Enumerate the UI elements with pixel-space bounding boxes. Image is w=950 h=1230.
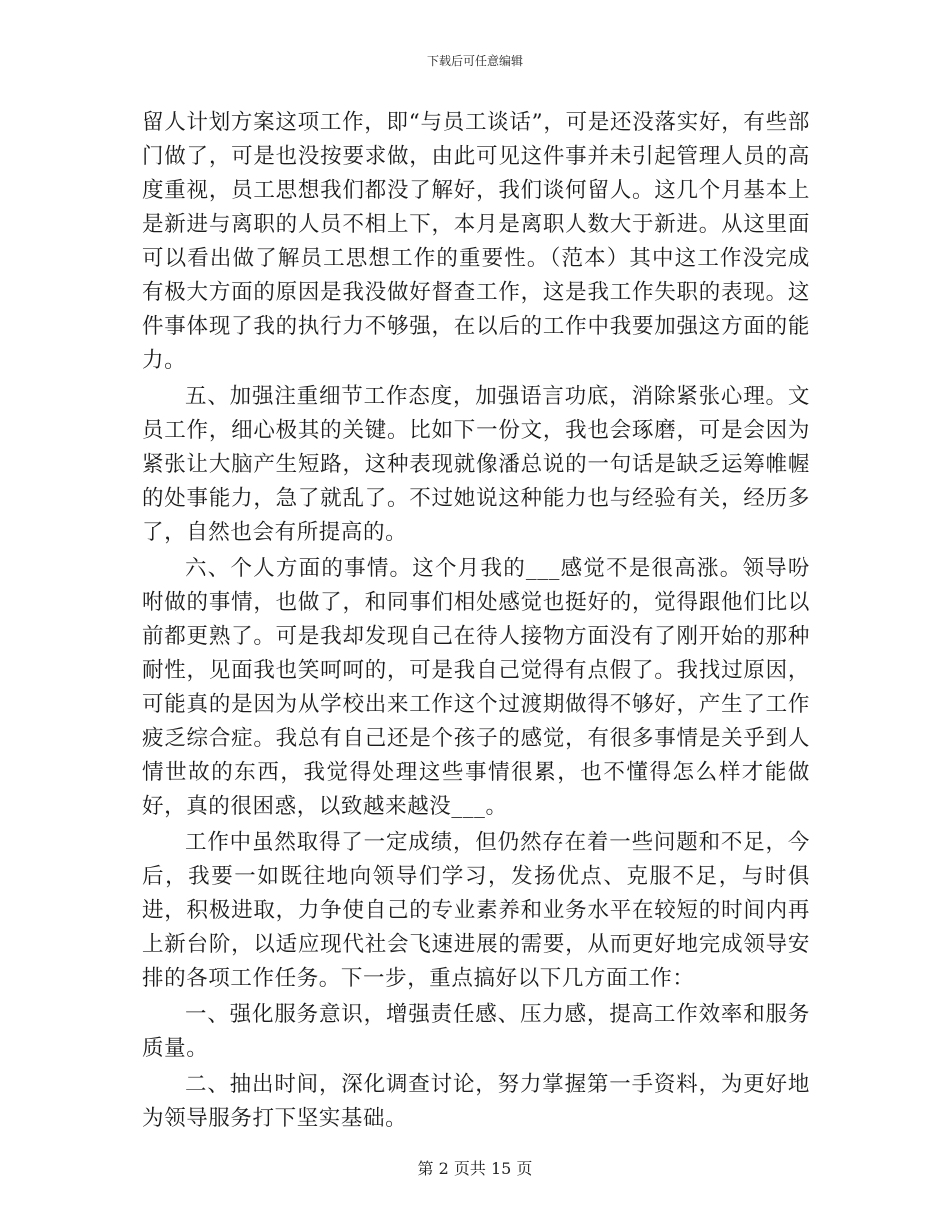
paragraph-2: 五、加强注重细节工作态度，加强语言功底，消除紧张心理。文员工作，细心极其的关键。比如下一份文，我也会琢磨，可是会因为紧张让大脑产生短路，这种表现就像潘总说的一句话是缺乏运筹帷幄的处事能力，急了就乱了。不过她说这种能力也与经验有关，经历多了，自然也会有所提高的。 [142,384,810,545]
paragraph-3: 六、个人方面的事情。这个月我的___感觉不是很高涨。领导吩咐做的事情，也做了，和同事们相处感觉也挺好的，觉得跟他们比以前都更熟了。可是我却发现自己在待人接物方面没有了刚开始的那种耐性，见面我也笑呵呵的，可是我自己觉得有点假了。我找过原因，可能真的是因为从学校出来工作这个过渡期做得不够好，产生了工作疲乏综合症。我总有自己还是个孩子的感觉，有很多事情是关乎到人情世故的东西，我觉得处理这些事情很累，也不懂得怎么样才能做好，真的很困惑，以致越来越没___。 [142,556,810,819]
paragraph-6: 二、抽出时间，深化调查讨论，努力掌握第一手资料，为更好地为领导服务打下坚实基础。 [142,1072,810,1131]
page-header: 下载后可任意编辑 [426,54,523,68]
page-footer: 第 2 页共 15 页 [417,1159,533,1178]
paragraph-1: 留人计划方案这项工作，即“与员工谈话”，可是还没落实好，有些部门做了，可是也没按要求做，由此可见这件事并未引起管理人员的高度重视，员工思想我们都没了解好，我们谈何留人。这几个月基本上是新进与离职的人员不相上下，本月是离职人数大于新进。从这里面可以看出做了解员工思想工作的重要性。（范本）其中这工作没完成有极大方面的原因是我没做好督查工作，这是我工作失职的表现。这件事体现了我的执行力不够强，在以后的工作中我要加强这方面的能力。 [142,110,810,373]
paragraph-5: 一、强化服务意识，增强责任感、压力感，提高工作效率和服务质量。 [142,1002,810,1061]
document-body [142,106,810,1136]
paragraph-4: 工作中虽然取得了一定成绩，但仍然存在着一些问题和不足，今后，我要一如既往地向领导们学习，发扬优点、克服不足，与时俱进，积极进取，力争使自己的专业素养和业务水平在较短的时间内再上新台阶，以适应现代社会飞速进展的需要，从而更好地完成领导安排的各项工作任务。下一步，重点搞好以下几方面工作： [142,830,810,991]
